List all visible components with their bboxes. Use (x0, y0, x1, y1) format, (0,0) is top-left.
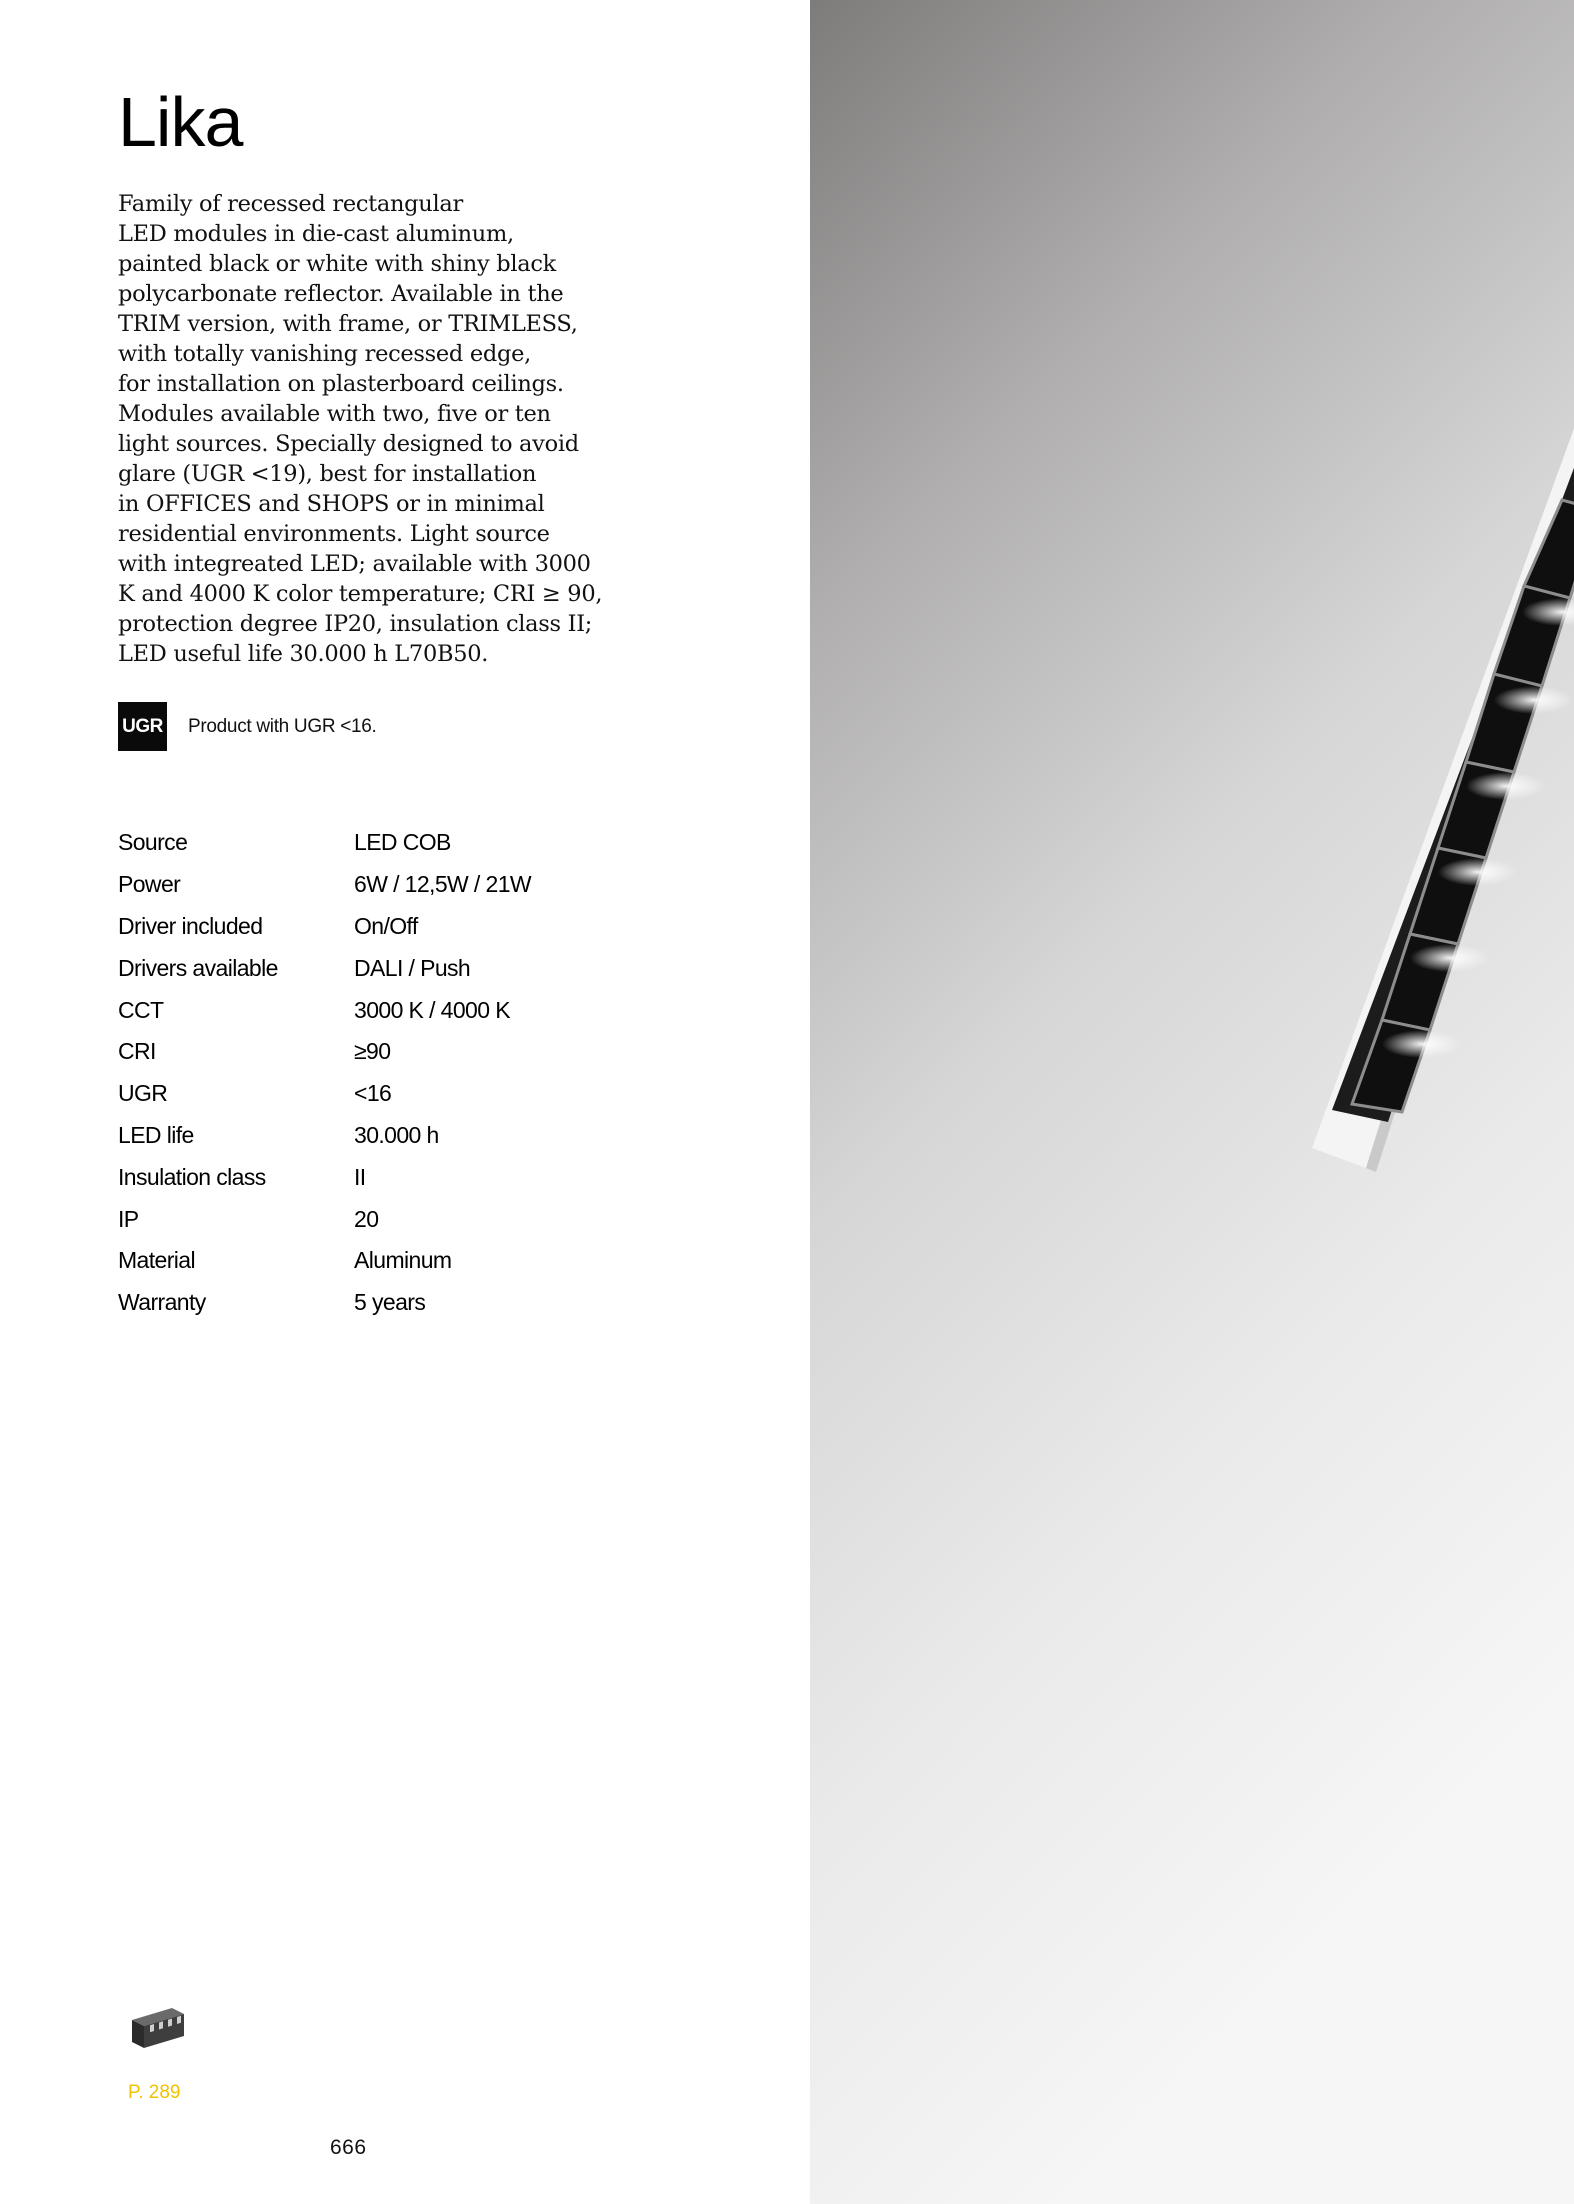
spec-row (118, 1156, 531, 1198)
description-line: Modules available with two, five or ten (118, 401, 551, 427)
spec-value: 30.000 h (354, 1121, 439, 1148)
spec-label: Power (118, 871, 181, 898)
description-line: with integreated LED; available with 3000 (118, 551, 591, 577)
spec-row (118, 1198, 531, 1240)
spec-label: Source (118, 829, 188, 856)
description-line: light sources. Specially designed to avoid (118, 431, 579, 457)
spec-label: UGR (118, 1080, 168, 1107)
product-photo (810, 0, 1574, 2204)
led-module-icon (128, 2002, 188, 2052)
ugr-note: Product with UGR <16. (188, 715, 377, 737)
spec-label: Driver included (118, 912, 263, 939)
spec-label: IP (118, 1205, 139, 1232)
spec-row (118, 1031, 531, 1073)
spec-table (118, 822, 531, 1324)
spec-row (118, 1282, 531, 1324)
spec-label: Insulation class (118, 1163, 266, 1190)
page-number: 666 (330, 2136, 367, 2159)
ugr-info (118, 702, 377, 751)
spec-label: CRI (118, 1038, 156, 1065)
spec-value: 6W / 12,5W / 21W (354, 871, 532, 898)
spec-value: 20 (354, 1205, 379, 1232)
page-reference-link[interactable]: P. 289 (128, 2082, 181, 2103)
spec-value: Aluminum (354, 1247, 452, 1274)
ugr-badge-icon: UGR (118, 702, 167, 751)
spec-value: 5 years (354, 1289, 426, 1316)
ceiling-light-image (810, 0, 1574, 2204)
spec-value: DALI / Push (354, 954, 471, 981)
description-line: painted black or white with shiny black (118, 251, 557, 277)
description-line: K and 4000 K color temperature; CRI ≥ 90, (118, 581, 603, 607)
description-line: TRIM version, with frame, or TRIMLESS, (118, 311, 578, 337)
spec-row (118, 989, 531, 1031)
spec-label: Drivers available (118, 954, 278, 981)
page-title: Lika (118, 83, 243, 161)
spec-value: II (354, 1163, 366, 1190)
spec-label: Material (118, 1247, 196, 1274)
spec-value: On/Off (354, 912, 418, 939)
spec-value: <16 (354, 1080, 392, 1107)
description-line: with totally vanishing recessed edge, (118, 341, 531, 367)
description-line: protection degree IP20, insulation class II; (118, 611, 593, 637)
description-line: LED modules in die-cast aluminum, (118, 221, 514, 247)
spec-row (118, 947, 531, 989)
spec-row (118, 1073, 531, 1115)
spec-value: ≥90 (354, 1038, 391, 1065)
spec-row (118, 906, 531, 948)
spec-label: Warranty (118, 1289, 206, 1316)
description-line: for installation on plasterboard ceilings. (118, 371, 564, 397)
spec-row (118, 864, 531, 906)
spec-label: CCT (118, 996, 164, 1023)
spec-row (118, 1240, 531, 1282)
spec-row (118, 1115, 531, 1157)
spec-label: LED life (118, 1121, 194, 1148)
product-description (118, 189, 638, 669)
description-line: residential environments. Light source (118, 521, 550, 547)
spec-row (118, 822, 531, 864)
spec-value: 3000 K / 4000 K (354, 996, 510, 1023)
description-line: in OFFICES and SHOPS or in minimal (118, 491, 545, 517)
description-line: LED useful life 30.000 h L70B50. (118, 641, 489, 667)
description-line: Family of recessed rectangular (118, 191, 463, 217)
description-line: polycarbonate reflector. Available in the (118, 281, 564, 307)
spec-value: LED COB (354, 829, 451, 856)
description-line: glare (UGR <19), best for installation (118, 461, 537, 487)
